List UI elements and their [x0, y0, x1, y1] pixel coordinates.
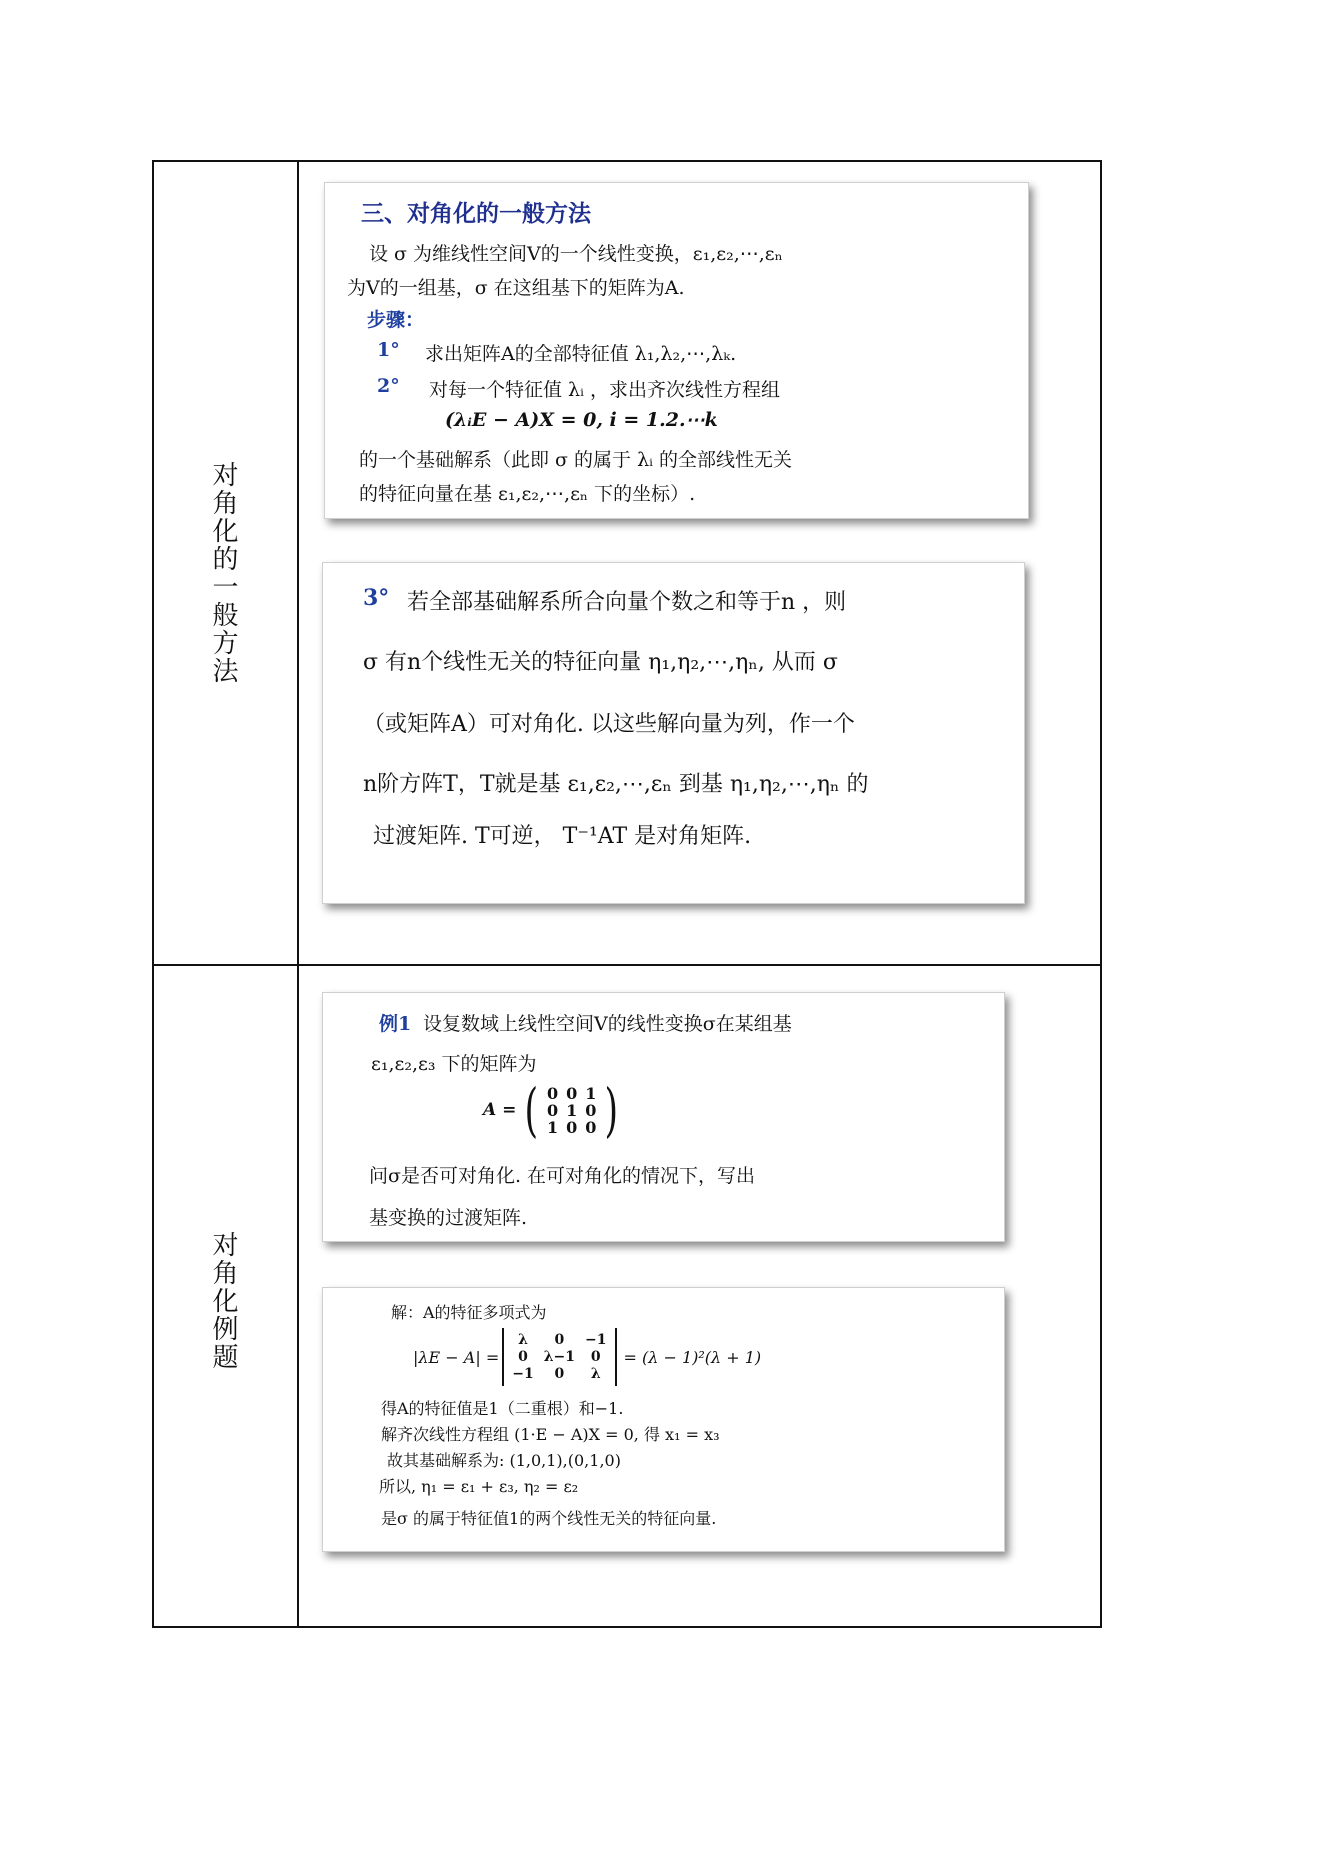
- step3-number: 3°: [363, 585, 390, 611]
- matrix-cell: −1: [512, 1365, 534, 1382]
- step1-number: 1°: [377, 339, 400, 361]
- text-line: 为V的一组基，σ 在这组基下的矩阵为A.: [347, 277, 685, 299]
- row2-label: [154, 1232, 297, 1372]
- text-line: 的一个基础解系（此即 σ 的属于 λᵢ 的全部线性无关: [359, 449, 792, 471]
- label-char: 例: [212, 1315, 239, 1345]
- label-char: 法: [212, 657, 239, 687]
- label-char: 角: [212, 1259, 239, 1289]
- label-char: 化: [212, 1287, 239, 1317]
- slide-example1: [322, 992, 1005, 1242]
- matrix-cell: 0: [590, 1348, 601, 1365]
- slide-step3: [322, 562, 1025, 904]
- text-line: 所以, η₁ = ε₁ + ε₃, η₂ = ε₂: [379, 1477, 579, 1496]
- matrix-cell: 0: [585, 1117, 597, 1137]
- column-divider: [297, 162, 299, 1626]
- text-line: n阶方阵T，T就是基 ε₁,ε₂,⋯,εₙ 到基 η₁,η₂,⋯,ηₙ 的: [363, 772, 869, 797]
- label-char: 方: [212, 629, 239, 659]
- matrix-cell: λ: [590, 1365, 601, 1382]
- step2-number: 2°: [377, 375, 400, 397]
- text-line: 是σ 的属于特征值1的两个线性无关的特征向量.: [381, 1509, 717, 1528]
- matrix-cell: 0: [547, 1100, 559, 1120]
- matrix-row: [507, 1349, 611, 1366]
- text-line: 的特征向量在基 ε₁,ε₂,⋯,εₙ 下的坐标）.: [359, 483, 696, 505]
- text-line: 解齐次线性方程组 (1·E − A)X = 0, 得 x₁ = x₃: [381, 1425, 720, 1444]
- label-char: 角: [212, 489, 239, 519]
- matrix-cell: −1: [585, 1331, 607, 1348]
- slide-title: 三、对角化的一般方法: [361, 200, 591, 227]
- text-line: （或矩阵A）可对角化. 以这些解向量为列，作一个: [363, 712, 855, 737]
- slide-solution: [322, 1287, 1005, 1552]
- label-char: 般: [212, 601, 239, 631]
- char-polynomial: [413, 1328, 761, 1386]
- matrix-cell: 0: [566, 1117, 578, 1137]
- matrix-cell: 0: [585, 1100, 597, 1120]
- label-char: 的: [212, 545, 239, 575]
- text-line: 得A的特征值是1（二重根）和−1.: [381, 1399, 624, 1418]
- label-char: 题: [212, 1343, 239, 1373]
- content-table: [152, 160, 1102, 1628]
- step1-text: 求出矩阵A的全部特征值 λ₁,λ₂,⋯,λₖ.: [425, 343, 737, 365]
- text-line: σ 有n个线性无关的特征向量 η₁,η₂,⋯,ηₙ, 从而 σ: [363, 650, 838, 675]
- matrix-row: [543, 1119, 600, 1136]
- label-char: 对: [212, 1231, 239, 1261]
- text-line: 设 σ 为维线性空间V的一个线性变换，ε₁,ε₂,⋯,εₙ: [369, 243, 783, 265]
- matrix-cell: 0: [554, 1365, 565, 1382]
- matrix-row: [543, 1102, 600, 1119]
- text-line: 解：A的特征多项式为: [391, 1303, 547, 1322]
- text-line: 基变换的过渡矩阵.: [369, 1207, 528, 1229]
- text-line: ε₁,ε₂,ε₃ 下的矩阵为: [371, 1053, 537, 1075]
- step2-text: 对每一个特征值 λᵢ ，求出齐次线性方程组: [429, 379, 780, 401]
- matrix-cell: 0: [518, 1348, 528, 1365]
- matrix-cell: 1: [585, 1083, 597, 1103]
- matrix-cell: 1: [566, 1100, 578, 1120]
- matrix-row: [507, 1332, 611, 1349]
- det-lhs: |λE − A| =: [413, 1347, 500, 1367]
- right-paren: ): [604, 1076, 619, 1144]
- slide-general-method: [324, 182, 1029, 519]
- text-line: 故其基础解系为: (1,0,1),(0,1,0): [387, 1451, 621, 1470]
- label-char: 对: [212, 461, 239, 491]
- matrix-entries: [543, 1085, 600, 1136]
- matrix-cell: 0: [554, 1331, 565, 1348]
- matrix-cell: 0: [547, 1083, 559, 1103]
- text-line: 若全部基础解系所合向量个数之和等于n ，则: [407, 590, 847, 615]
- text-line: 设复数域上线性空间V的线性变换σ在某组基: [423, 1013, 792, 1035]
- matrix-cell: 1: [547, 1117, 559, 1137]
- example-label: 例1: [379, 1013, 412, 1035]
- text-line: 过渡矩阵. T可逆， T⁻¹AT 是对角矩阵.: [373, 824, 752, 849]
- det-rhs: = (λ − 1)²(λ + 1): [623, 1347, 762, 1367]
- text-line: 问σ是否可对角化. 在可对角化的情况下，写出: [369, 1165, 756, 1187]
- matrix-A: [483, 1076, 623, 1144]
- left-paren: (: [524, 1076, 539, 1144]
- steps-heading: 步骤：: [367, 309, 425, 331]
- det-entries: [507, 1332, 611, 1383]
- row1-label: [154, 462, 297, 686]
- matrix-cell: 0: [566, 1083, 578, 1103]
- equation: (λᵢE − A)X = 0, i = 1.2.⋯k: [445, 409, 718, 431]
- matrix-cell: λ: [518, 1331, 528, 1348]
- matrix-row: [507, 1366, 611, 1383]
- matrix-cell: λ−1: [543, 1348, 576, 1365]
- matrix-lhs: A =: [483, 1100, 517, 1120]
- det-bar-right: [615, 1328, 617, 1386]
- label-char: 一: [212, 573, 239, 603]
- det-bar-left: [502, 1328, 504, 1386]
- row-divider: [154, 964, 1100, 966]
- label-char: 化: [212, 517, 239, 547]
- matrix-row: [543, 1085, 600, 1102]
